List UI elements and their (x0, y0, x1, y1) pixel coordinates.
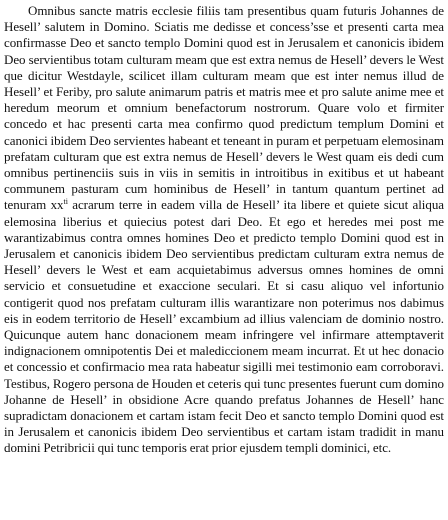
superscript-ti: ti (63, 197, 68, 207)
charter-text (4, 3, 444, 457)
charter-text-part-2: acrarum terre in eadem villa de Hesell’ ita libere et quiete sicut aliqua elemosina liberius et quiecius potest dari Deo. Et ego et heredes mei post me warantizabimus contra omnes homines Deo et predicto templo Domini quod est in Jerusalem et canonicis ibidem Deo servientibus predictam culturam extra nemus de Hesell’ devers le West et eam acquietabimus adversus omnes homines de omni servicio et consuetudine et exaccione seculari. Et si casu aliquo vel infortunio contigerit quod nos prefatam culturam illis warantizare non poterimus nos dabimus eis in eodem territorio de Hesell’ excambium ad illius valenciam de dominio nostro. Quicunque autem hanc donacionem meam infringere vel infirmare attemptaverit indignacionem omnipotentis Dei et malediccionem meam incurrat. Et ut hec donacio et concessio et confirmacio mea rata habeatur sigilli mei testimonio eam corroboravi. Testibus, Rogero persona de Houden et ceteris qui tunc presentes fuerunt cum domino Johanne de Hesell’ in obsidione Acre quando prefatus Johannes de Hesell’ hanc supradictam donacionem et cartam istam fecit Deo et sancto templo Domini quod est in Jerusalem et canonicis ibidem Deo servientibus et cartam istam tradidit in manu domini Petribricii qui tunc temporis erat prior ejusdem templi dominici, etc. (4, 197, 444, 456)
charter-text-part-1: Omnibus sancte matris ecclesie filiis tam presentibus quam futuris Johannes de Hesell’ salutem in Domino. Sciatis me dedisse et concess’sse et presenti carta mea confirmasse Deo et sancto templo Domini quod est in Jerusalem et canonicis ibidem Deo servientibus totam culturam meam que est extra nemus de Hesell’ devers le West que dicitur Westdayle, scilicet illam culturam meam que est inter nemus illud de Hesell’ et Feriby, pro salute animarum patris et matris mee et pro salute anime mee et heredum meorum et omnium benefactorum nostrorum. Quare volo et firmiter concedo et hac presenti carta mea confirmo quod predictum templum Domini et canonici ibidem Deo servientes habeant et teneant in puram et perpetuam elemosinam prefatam culturam que est extra nemus de Hesell’ devers le West quam eis dedi cum omnibus pertinenciis suis in viis in semitis in introitibus in exitibus et ut habeant communem pasturam cum hominibus de Hesell’ in tantum quantum pertinet ad tenuram xx (4, 3, 444, 213)
